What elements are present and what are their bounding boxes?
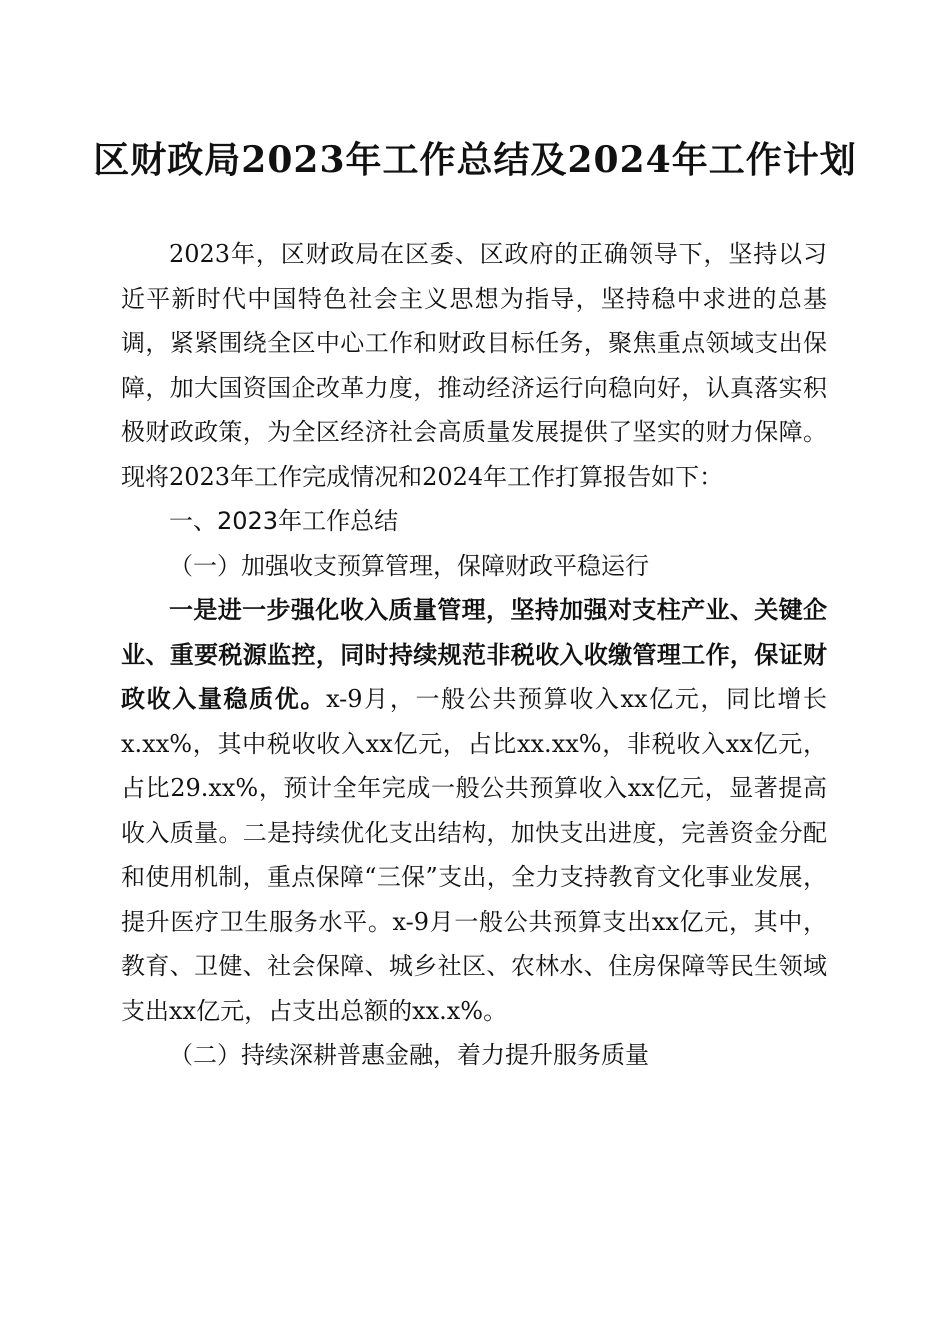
intro-paragraph: 2023年，区财政局在区委、区政府的正确领导下，坚持以习近平新时代中国特色社会主义思想为指导，坚持稳中求进的总基调，紧紧围绕全区中心工作和财政目标任务，聚焦重点领域支出保障，加大国资国企改革力度，推动经济运行向稳向好，认真落实积极财政政策，为全区经济社会高质量发展提供了坚实的财力保障。现将2023年工作完成情况和2024年工作打算报告如下：	[121, 240, 827, 491]
subsection-heading-2: （二）持续深耕普惠金融，着力提升服务质量	[169, 1041, 649, 1069]
document-title: 区财政局2023年工作总结及2024年工作计划	[93, 139, 857, 181]
document-body	[121, 232, 827, 1078]
section-heading-1: 一、2023年工作总结	[169, 507, 399, 535]
subsection-1-text: x-9月，一般公共预算收入xx亿元，同比增长x.xx%，其中税收收入xx亿元，占比xx.xx%，非税收入xx亿元，占比29.xx%，预计全年完成一般公共预算收入xx亿元，显著提高收入质量。二是持续优化支出结构，加快支出进度，完善资金分配和使用机制，重点保障“三保”支出，全力支持教育文化事业发展，提升医疗卫生服务水平。x-9月一般公共预算支出xx亿元，其中，教育、卫健、社会保障、城乡社区、农林水、住房保障等民生领域支出xx亿元，占支出总额的xx.x%。	[121, 685, 828, 1025]
subsection-1-paragraph	[121, 588, 827, 1033]
subsection-heading-1: （一）加强收支预算管理，保障财政平稳运行	[169, 551, 649, 580]
subsection-1-lead: 一是进一步强化收入质量管理，坚持加强对支柱产业、关键企业、重要税源监控，同时持续规范非税收入收缴管理工作，保证财政收入量稳质优。	[121, 595, 827, 713]
